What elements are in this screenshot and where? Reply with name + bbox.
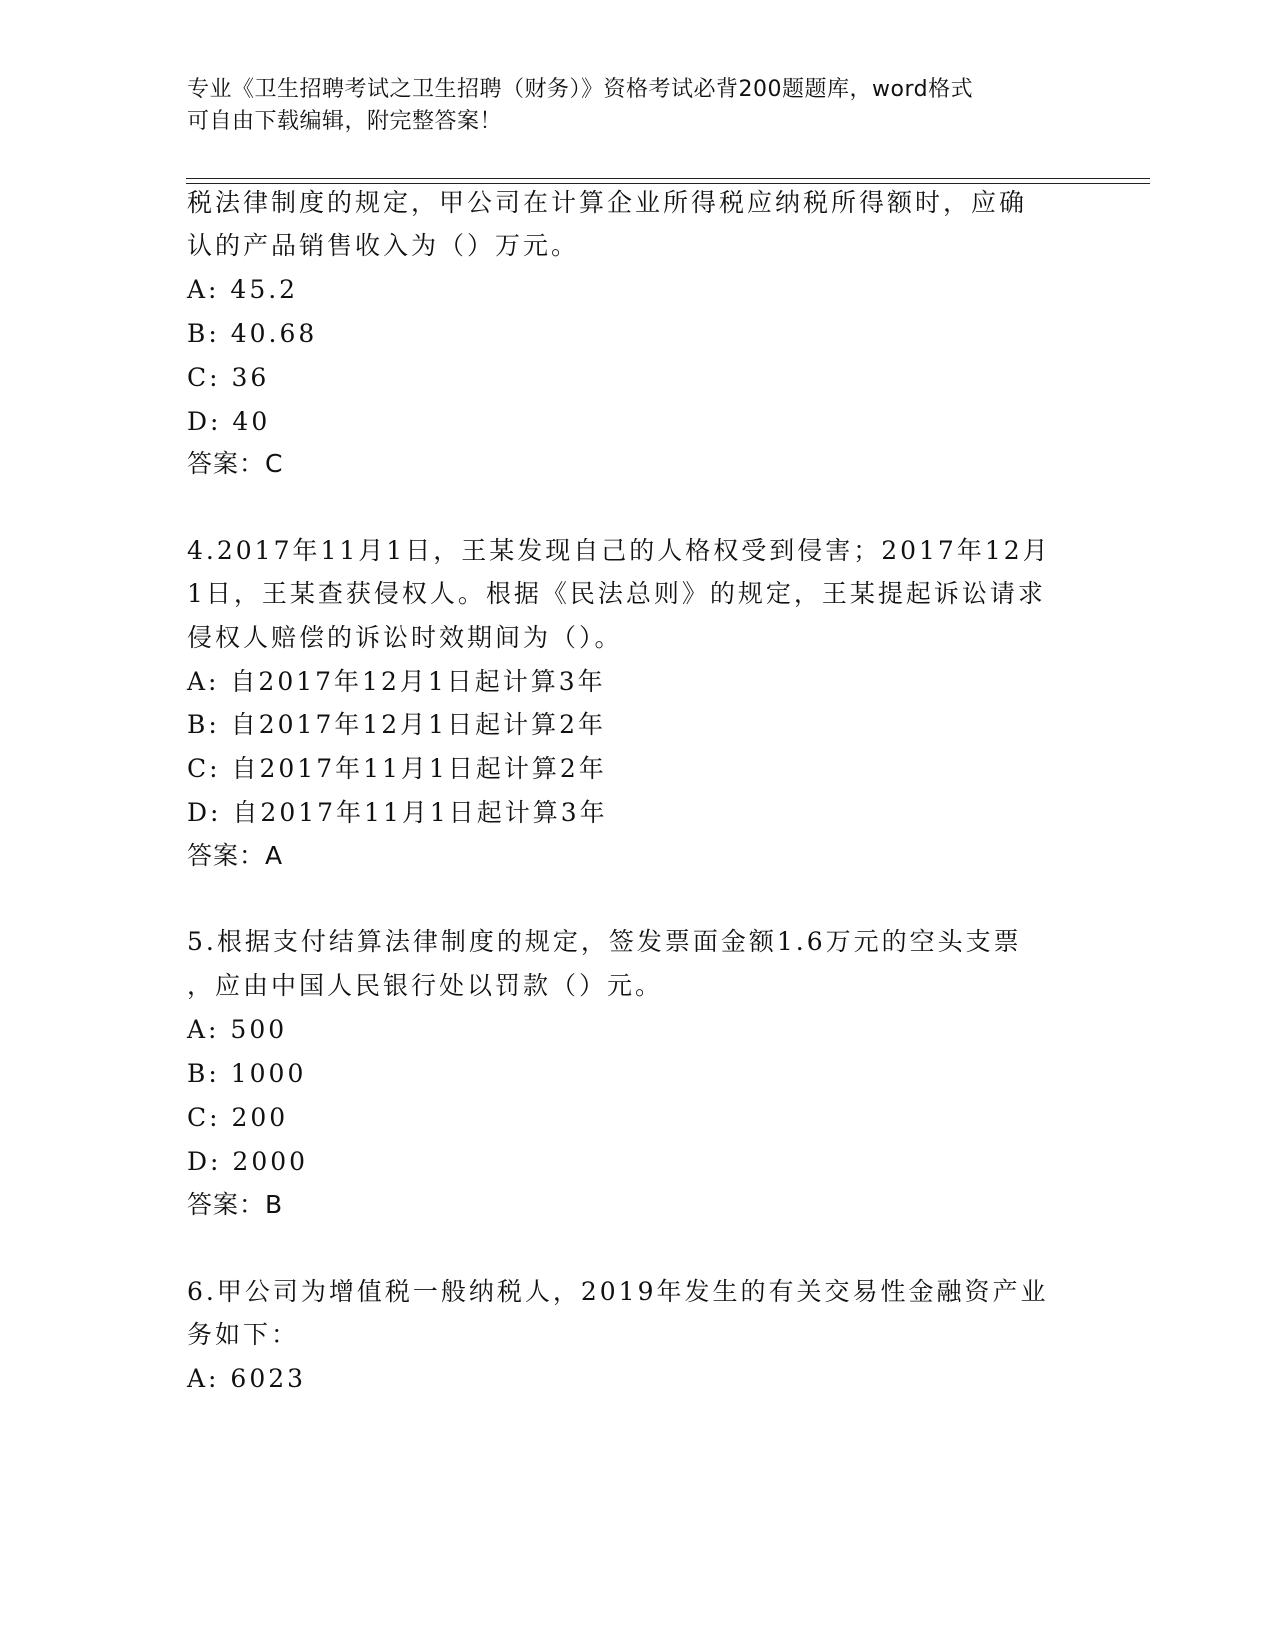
question-5-option-d: D: 2000 — [187, 1147, 309, 1176]
question-4-text-line-1: 4.2017年11月1日，王某发现自己的人格权受到侵害；2017年12月 — [187, 536, 1051, 565]
question-5-option-c: C: 200 — [187, 1103, 289, 1132]
question-3-option-c: C: 36 — [187, 363, 270, 392]
question-4-option-b: B: 自2017年12月1日起计算2年 — [187, 710, 606, 739]
question-6-option-a: A: 6023 — [187, 1364, 307, 1393]
question-5-text-line-1: 5.根据支付结算法律制度的规定，签发票面金额1.6万元的空头支票 — [187, 927, 1022, 956]
question-4-text-line-2: 1日，王某查获侵权人。根据《民法总则》的规定，王某提起诉讼请求 — [187, 579, 1046, 608]
question-3-answer: 答案：C — [187, 449, 284, 478]
question-4-option-c: C: 自2017年11月1日起计算2年 — [187, 754, 607, 783]
question-3-option-a: A: 45.2 — [187, 275, 299, 304]
document-header — [187, 74, 1067, 138]
question-4-answer: 答案：A — [187, 841, 284, 870]
question-6-text-line-2: 务如下： — [187, 1320, 300, 1349]
question-5-answer: 答案：B — [187, 1190, 284, 1219]
question-3-text-line-2: 认的产品销售收入为（）万元。 — [187, 231, 580, 260]
question-4-option-a: A: 自2017年12月1日起计算3年 — [187, 667, 606, 696]
header-divider-bottom — [186, 183, 1150, 184]
question-3-option-b: B: 40.68 — [187, 319, 318, 348]
question-4-option-d: D: 自2017年11月1日起计算3年 — [187, 798, 608, 827]
question-3-option-d: D: 40 — [187, 407, 271, 436]
question-3-text-line-1: 税法律制度的规定，甲公司在计算企业所得税应纳税所得额时，应确 — [187, 188, 1028, 217]
header-title-line-1: 专业《卫生招聘考试之卫生招聘（财务）》资格考试必背200题题库，word格式 — [187, 77, 974, 102]
question-5-text-line-2: ，应由中国人民银行处以罚款（）元。 — [187, 971, 664, 1000]
question-5-option-b: B: 1000 — [187, 1059, 307, 1088]
question-4-text-line-3: 侵权人赔偿的诉讼时效期间为（）。 — [187, 623, 623, 652]
header-title-line-2: 可自由下载编辑，附完整答案！ — [187, 109, 503, 134]
header-divider-top — [186, 178, 1150, 179]
question-6-text-line-1: 6.甲公司为增值税一般纳税人，2019年发生的有关交易性金融资产业 — [187, 1277, 1049, 1306]
question-5-option-a: A: 500 — [187, 1015, 288, 1044]
